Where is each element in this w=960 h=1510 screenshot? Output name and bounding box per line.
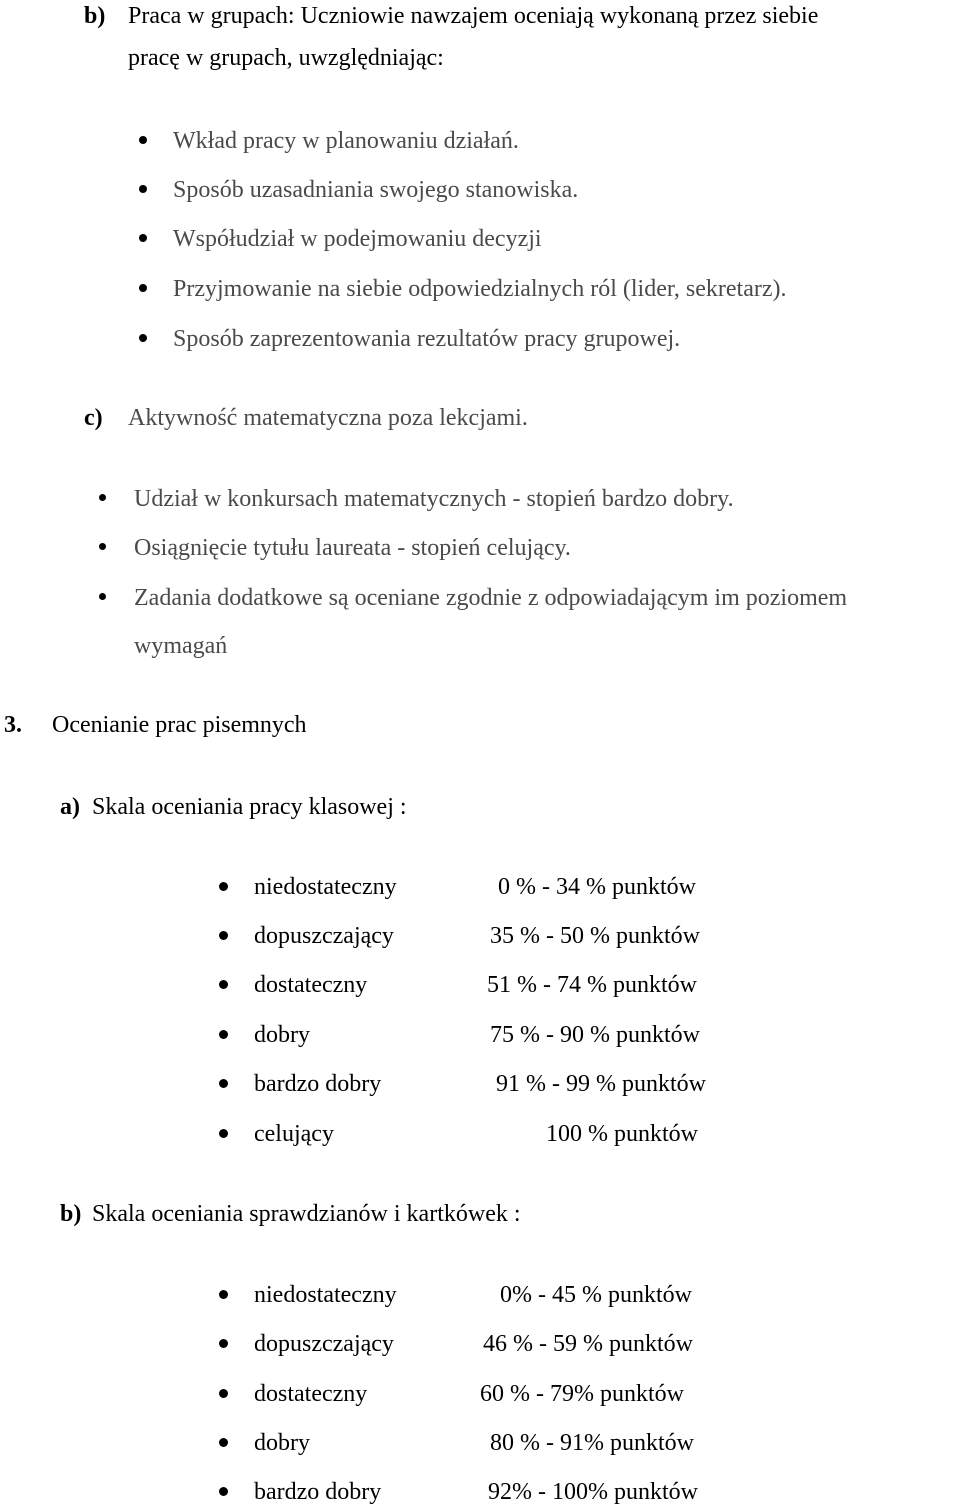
grade-label: bardzo dobry [254, 1071, 382, 1097]
list-item: Osiągnięcie tytułu laureata - stopień celujący. [134, 535, 571, 561]
grade-label: niedostateczny [254, 1282, 397, 1308]
grade-label: celujący [254, 1121, 334, 1147]
list-item: Sposób zaprezentowania rezultatów pracy grupowej. [173, 326, 681, 352]
bullet-icon [219, 1030, 228, 1039]
list-item-continuation: wymagań [134, 633, 228, 659]
bullet-icon [219, 1290, 228, 1299]
bullet-icon [219, 931, 228, 940]
bullet-icon [139, 334, 147, 342]
section-b-marker: b) [84, 3, 106, 29]
bullet-icon [219, 882, 228, 891]
scale-a-marker: a) [60, 794, 80, 820]
bullet-icon [139, 284, 147, 292]
grade-range: 0 % - 34 % punktów [498, 874, 696, 900]
grade-range: 35 % - 50 % punktów [490, 923, 700, 949]
grade-label: dobry [254, 1022, 310, 1048]
scale-b-marker: b) [60, 1201, 82, 1227]
grade-label: niedostateczny [254, 874, 397, 900]
grade-range: 51 % - 74 % punktów [487, 972, 697, 998]
list-item: Udział w konkursach matematycznych - stopień bardzo dobry. [134, 486, 734, 512]
grade-label: dostateczny [254, 972, 368, 998]
scale-b-title: Skala oceniania sprawdzianów i kartkówek : [92, 1201, 521, 1227]
grade-range: 75 % - 90 % punktów [490, 1022, 700, 1048]
bullet-icon [219, 1438, 228, 1447]
bullet-icon [99, 593, 106, 600]
section-c-marker: c) [84, 405, 103, 431]
grade-label: dopuszczający [254, 1331, 394, 1357]
bullet-icon [219, 1129, 228, 1138]
bullet-icon [139, 136, 147, 144]
bullet-icon [99, 543, 106, 550]
grade-range: 100 % punktów [546, 1121, 698, 1147]
section-b-heading-line2: pracę w grupach, uwzględniając: [128, 45, 444, 71]
section-c-heading: Aktywność matematyczna poza lekcjami. [128, 405, 528, 431]
grade-label: dostateczny [254, 1381, 368, 1407]
bullet-icon [139, 185, 147, 193]
scale-a-title: Skala oceniania pracy klasowej : [92, 794, 407, 820]
grade-range: 92% - 100% punktów [488, 1479, 698, 1505]
bullet-icon [219, 1389, 228, 1398]
grade-range: 60 % - 79% punktów [480, 1381, 684, 1407]
section-3-title: Ocenianie prac pisemnych [52, 712, 307, 738]
bullet-icon [99, 494, 106, 501]
grade-range: 80 % - 91% punktów [490, 1430, 694, 1456]
bullet-icon [139, 234, 147, 242]
grade-label: dobry [254, 1430, 310, 1456]
grade-label: bardzo dobry [254, 1479, 382, 1505]
list-item: Sposób uzasadniania swojego stanowiska. [173, 177, 579, 203]
list-item: Przyjmowanie na siebie odpowiedzialnych ról (lider, sekretarz). [173, 276, 787, 302]
grade-label: dopuszczający [254, 923, 394, 949]
bullet-icon [219, 1339, 228, 1348]
list-item: Współudział w podejmowaniu decyzji [173, 226, 542, 252]
list-item: Wkład pracy w planowaniu działań. [173, 128, 519, 154]
section-b-heading-line1: Praca w grupach: Uczniowie nawzajem oceniają wykonaną przez siebie [128, 3, 819, 29]
bullet-icon [219, 980, 228, 989]
grade-range: 0% - 45 % punktów [500, 1282, 692, 1308]
list-item: Zadania dodatkowe są oceniane zgodnie z odpowiadającym im poziomem [134, 585, 848, 611]
bullet-icon [219, 1079, 228, 1088]
bullet-icon [219, 1487, 228, 1496]
grade-range: 46 % - 59 % punktów [483, 1331, 693, 1357]
grade-range: 91 % - 99 % punktów [496, 1071, 706, 1097]
section-3-number: 3. [4, 712, 22, 738]
